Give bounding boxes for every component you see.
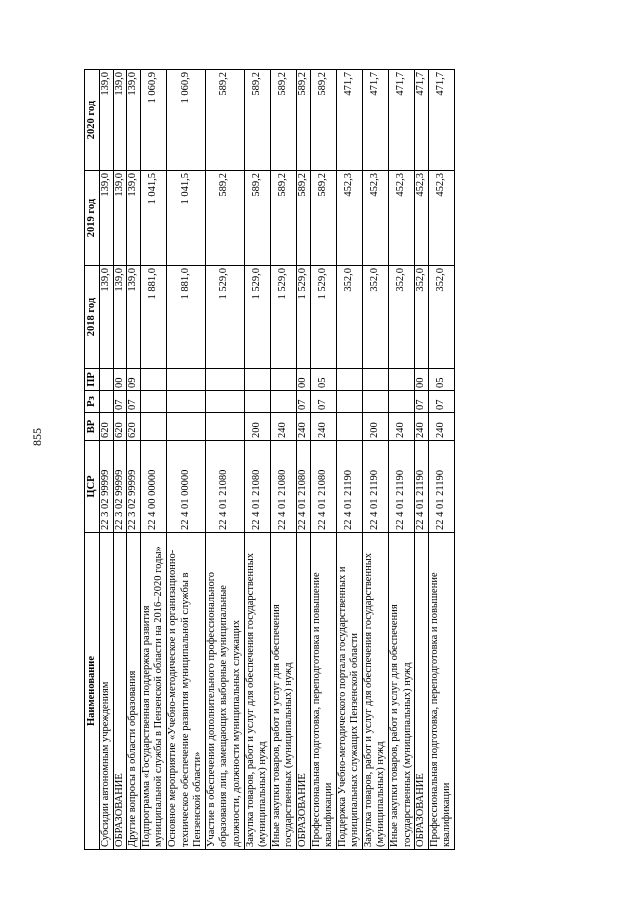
cell-2018: 352,0 [389, 266, 415, 369]
cell-2018: 1 529,0 [205, 266, 244, 369]
cell-2018: 1 529,0 [296, 266, 310, 369]
cell-2018: 139,0 [100, 266, 114, 369]
cell-2019: 139,0 [127, 171, 141, 266]
cell-2020: 471,7 [415, 70, 429, 171]
cell-csr: 22 4 01 21080 [270, 441, 296, 533]
cell-csr: 22 4 01 21190 [428, 441, 454, 533]
page-number: 855 [30, 428, 44, 446]
cell-pr [389, 369, 415, 391]
cell-rz [244, 391, 270, 413]
header-name: Наименование [85, 533, 100, 850]
cell-name: Профессиональная подготовка, переподготовка и повышение квалификации [428, 533, 454, 850]
cell-2020: 139,0 [113, 70, 127, 171]
cell-2019: 452,3 [415, 171, 429, 266]
cell-2020: 139,0 [127, 70, 141, 171]
cell-rz [100, 391, 114, 413]
cell-rz [389, 391, 415, 413]
cell-2019: 589,2 [310, 171, 336, 266]
cell-2019: 452,3 [389, 171, 415, 266]
cell-rz [336, 391, 362, 413]
cell-pr: 00 [415, 369, 429, 391]
cell-vr: 240 [428, 413, 454, 441]
cell-rz [205, 391, 244, 413]
cell-pr: 05 [310, 369, 336, 391]
cell-csr: 22 4 01 21190 [389, 441, 415, 533]
cell-csr: 22 3 02 99999 [100, 441, 114, 533]
cell-csr: 22 4 01 21080 [310, 441, 336, 533]
cell-2018: 1 881,0 [166, 266, 205, 369]
table-row [428, 70, 454, 850]
cell-rz: 07 [296, 391, 310, 413]
cell-pr [270, 369, 296, 391]
header-pr: ПР [85, 369, 100, 391]
header-2020: 2020 год [85, 70, 100, 171]
table-row [127, 70, 141, 850]
cell-rz [140, 391, 166, 413]
table-row [166, 70, 205, 850]
cell-pr [244, 369, 270, 391]
cell-csr: 22 4 01 21080 [205, 441, 244, 533]
cell-pr [362, 369, 388, 391]
cell-pr: 09 [127, 369, 141, 391]
cell-2020: 471,7 [428, 70, 454, 171]
cell-pr: 00 [296, 369, 310, 391]
cell-2019: 1 041,5 [140, 171, 166, 266]
cell-2018: 1 529,0 [270, 266, 296, 369]
table-row [270, 70, 296, 850]
cell-name: Субсидии автономным учреждениям [100, 533, 114, 850]
cell-vr [166, 413, 205, 441]
cell-2019: 452,3 [428, 171, 454, 266]
cell-vr: 240 [310, 413, 336, 441]
cell-2020: 589,2 [310, 70, 336, 171]
cell-vr: 240 [415, 413, 429, 441]
cell-2020: 139,0 [100, 70, 114, 171]
cell-name: ОБРАЗОВАНИЕ [415, 533, 429, 850]
table-row [296, 70, 310, 850]
cell-2020: 589,2 [205, 70, 244, 171]
cell-rz [270, 391, 296, 413]
cell-name: Другие вопросы в области образования [127, 533, 141, 850]
cell-csr: 22 4 01 21190 [415, 441, 429, 533]
cell-2018: 139,0 [113, 266, 127, 369]
cell-2020: 589,2 [270, 70, 296, 171]
cell-csr: 22 4 01 21080 [244, 441, 270, 533]
cell-2018: 1 529,0 [310, 266, 336, 369]
header-csr: ЦСР [85, 441, 100, 533]
cell-vr: 240 [296, 413, 310, 441]
cell-vr: 620 [127, 413, 141, 441]
cell-vr: 240 [389, 413, 415, 441]
header-rz: Рз [85, 391, 100, 413]
cell-csr: 22 3 02 99999 [113, 441, 127, 533]
cell-2020: 1 060,9 [140, 70, 166, 171]
cell-name: Профессиональная подготовка, переподготовка и повышение квалификации [310, 533, 336, 850]
cell-name: Основное мероприятие «Учебно-методическое и организационно-техническое обеспечение развития муниципальной службы в Пензенской области» [166, 533, 205, 850]
cell-name: Поддержка Учебно-методического портала государственных и муниципальных служащих Пензенской области [336, 533, 362, 850]
table-row [389, 70, 415, 850]
cell-2020: 1 060,9 [166, 70, 205, 171]
cell-vr: 200 [362, 413, 388, 441]
table-row [310, 70, 336, 850]
cell-2020: 589,2 [296, 70, 310, 171]
cell-vr: 240 [270, 413, 296, 441]
cell-vr: 620 [100, 413, 114, 441]
cell-2018: 1 881,0 [140, 266, 166, 369]
cell-2018: 352,0 [362, 266, 388, 369]
cell-2019: 452,3 [336, 171, 362, 266]
cell-csr: 22 3 02 99999 [127, 441, 141, 533]
table-row [415, 70, 429, 850]
cell-name: ОБРАЗОВАНИЕ [113, 533, 127, 850]
header-2019: 2019 год [85, 171, 100, 266]
cell-name: Закупка товаров, работ и услуг для обеспечения государственных (муниципальных) нужд [244, 533, 270, 850]
cell-vr: 620 [113, 413, 127, 441]
table-row [244, 70, 270, 850]
cell-csr: 22 4 00 00000 [140, 441, 166, 533]
table-row [140, 70, 166, 850]
cell-rz [166, 391, 205, 413]
cell-pr [140, 369, 166, 391]
cell-rz: 07 [310, 391, 336, 413]
cell-rz: 07 [113, 391, 127, 413]
cell-vr [336, 413, 362, 441]
cell-csr: 22 4 01 21190 [362, 441, 388, 533]
table-row [113, 70, 127, 850]
header-2018: 2018 год [85, 266, 100, 369]
cell-pr [166, 369, 205, 391]
cell-name: Закупка товаров, работ и услуг для обеспечения государственных (муниципальных) нужд [362, 533, 388, 850]
cell-vr [140, 413, 166, 441]
cell-rz: 07 [415, 391, 429, 413]
cell-2020: 589,2 [244, 70, 270, 171]
cell-name: Подпрограмма «Государственная поддержка развития муниципальной службы в Пензенской области на 2016–2020 годы» [140, 533, 166, 850]
cell-2019: 589,2 [296, 171, 310, 266]
cell-rz [362, 391, 388, 413]
cell-name: ОБРАЗОВАНИЕ [296, 533, 310, 850]
cell-2018: 352,0 [415, 266, 429, 369]
cell-2019: 589,2 [205, 171, 244, 266]
cell-2020: 471,7 [362, 70, 388, 171]
cell-rz: 07 [127, 391, 141, 413]
rotated-table-wrapper [84, 70, 590, 850]
cell-2020: 471,7 [336, 70, 362, 171]
cell-rz: 07 [428, 391, 454, 413]
cell-2019: 452,3 [362, 171, 388, 266]
budget-table [84, 69, 455, 850]
cell-2019: 1 041,5 [166, 171, 205, 266]
cell-csr: 22 4 01 00000 [166, 441, 205, 533]
cell-pr: 00 [113, 369, 127, 391]
cell-name: Участие в обеспечении дополнительного профессионального образования лиц, замещающих выборные муниципальные должности, должности муниципальных служащих [205, 533, 244, 850]
cell-csr: 22 4 01 21080 [296, 441, 310, 533]
cell-2020: 471,7 [389, 70, 415, 171]
table-row [100, 70, 114, 850]
cell-csr: 22 4 01 21190 [336, 441, 362, 533]
cell-vr [205, 413, 244, 441]
cell-2019: 139,0 [113, 171, 127, 266]
cell-pr: 05 [428, 369, 454, 391]
table-header-row [85, 70, 100, 850]
cell-name: Иные закупки товаров, работ и услуг для обеспечения государственных (муниципальных) нужд [270, 533, 296, 850]
cell-2019: 589,2 [244, 171, 270, 266]
cell-name: Иные закупки товаров, работ и услуг для обеспечения государственных (муниципальных) нужд [389, 533, 415, 850]
cell-pr [205, 369, 244, 391]
cell-2019: 589,2 [270, 171, 296, 266]
cell-2018: 139,0 [127, 266, 141, 369]
cell-2018: 1 529,0 [244, 266, 270, 369]
cell-2018: 352,0 [336, 266, 362, 369]
cell-2018: 352,0 [428, 266, 454, 369]
cell-vr: 200 [244, 413, 270, 441]
cell-pr [336, 369, 362, 391]
table-row [336, 70, 362, 850]
table-row [362, 70, 388, 850]
header-vr: ВР [85, 413, 100, 441]
cell-pr [100, 369, 114, 391]
cell-2019: 139,0 [100, 171, 114, 266]
table-row [205, 70, 244, 850]
